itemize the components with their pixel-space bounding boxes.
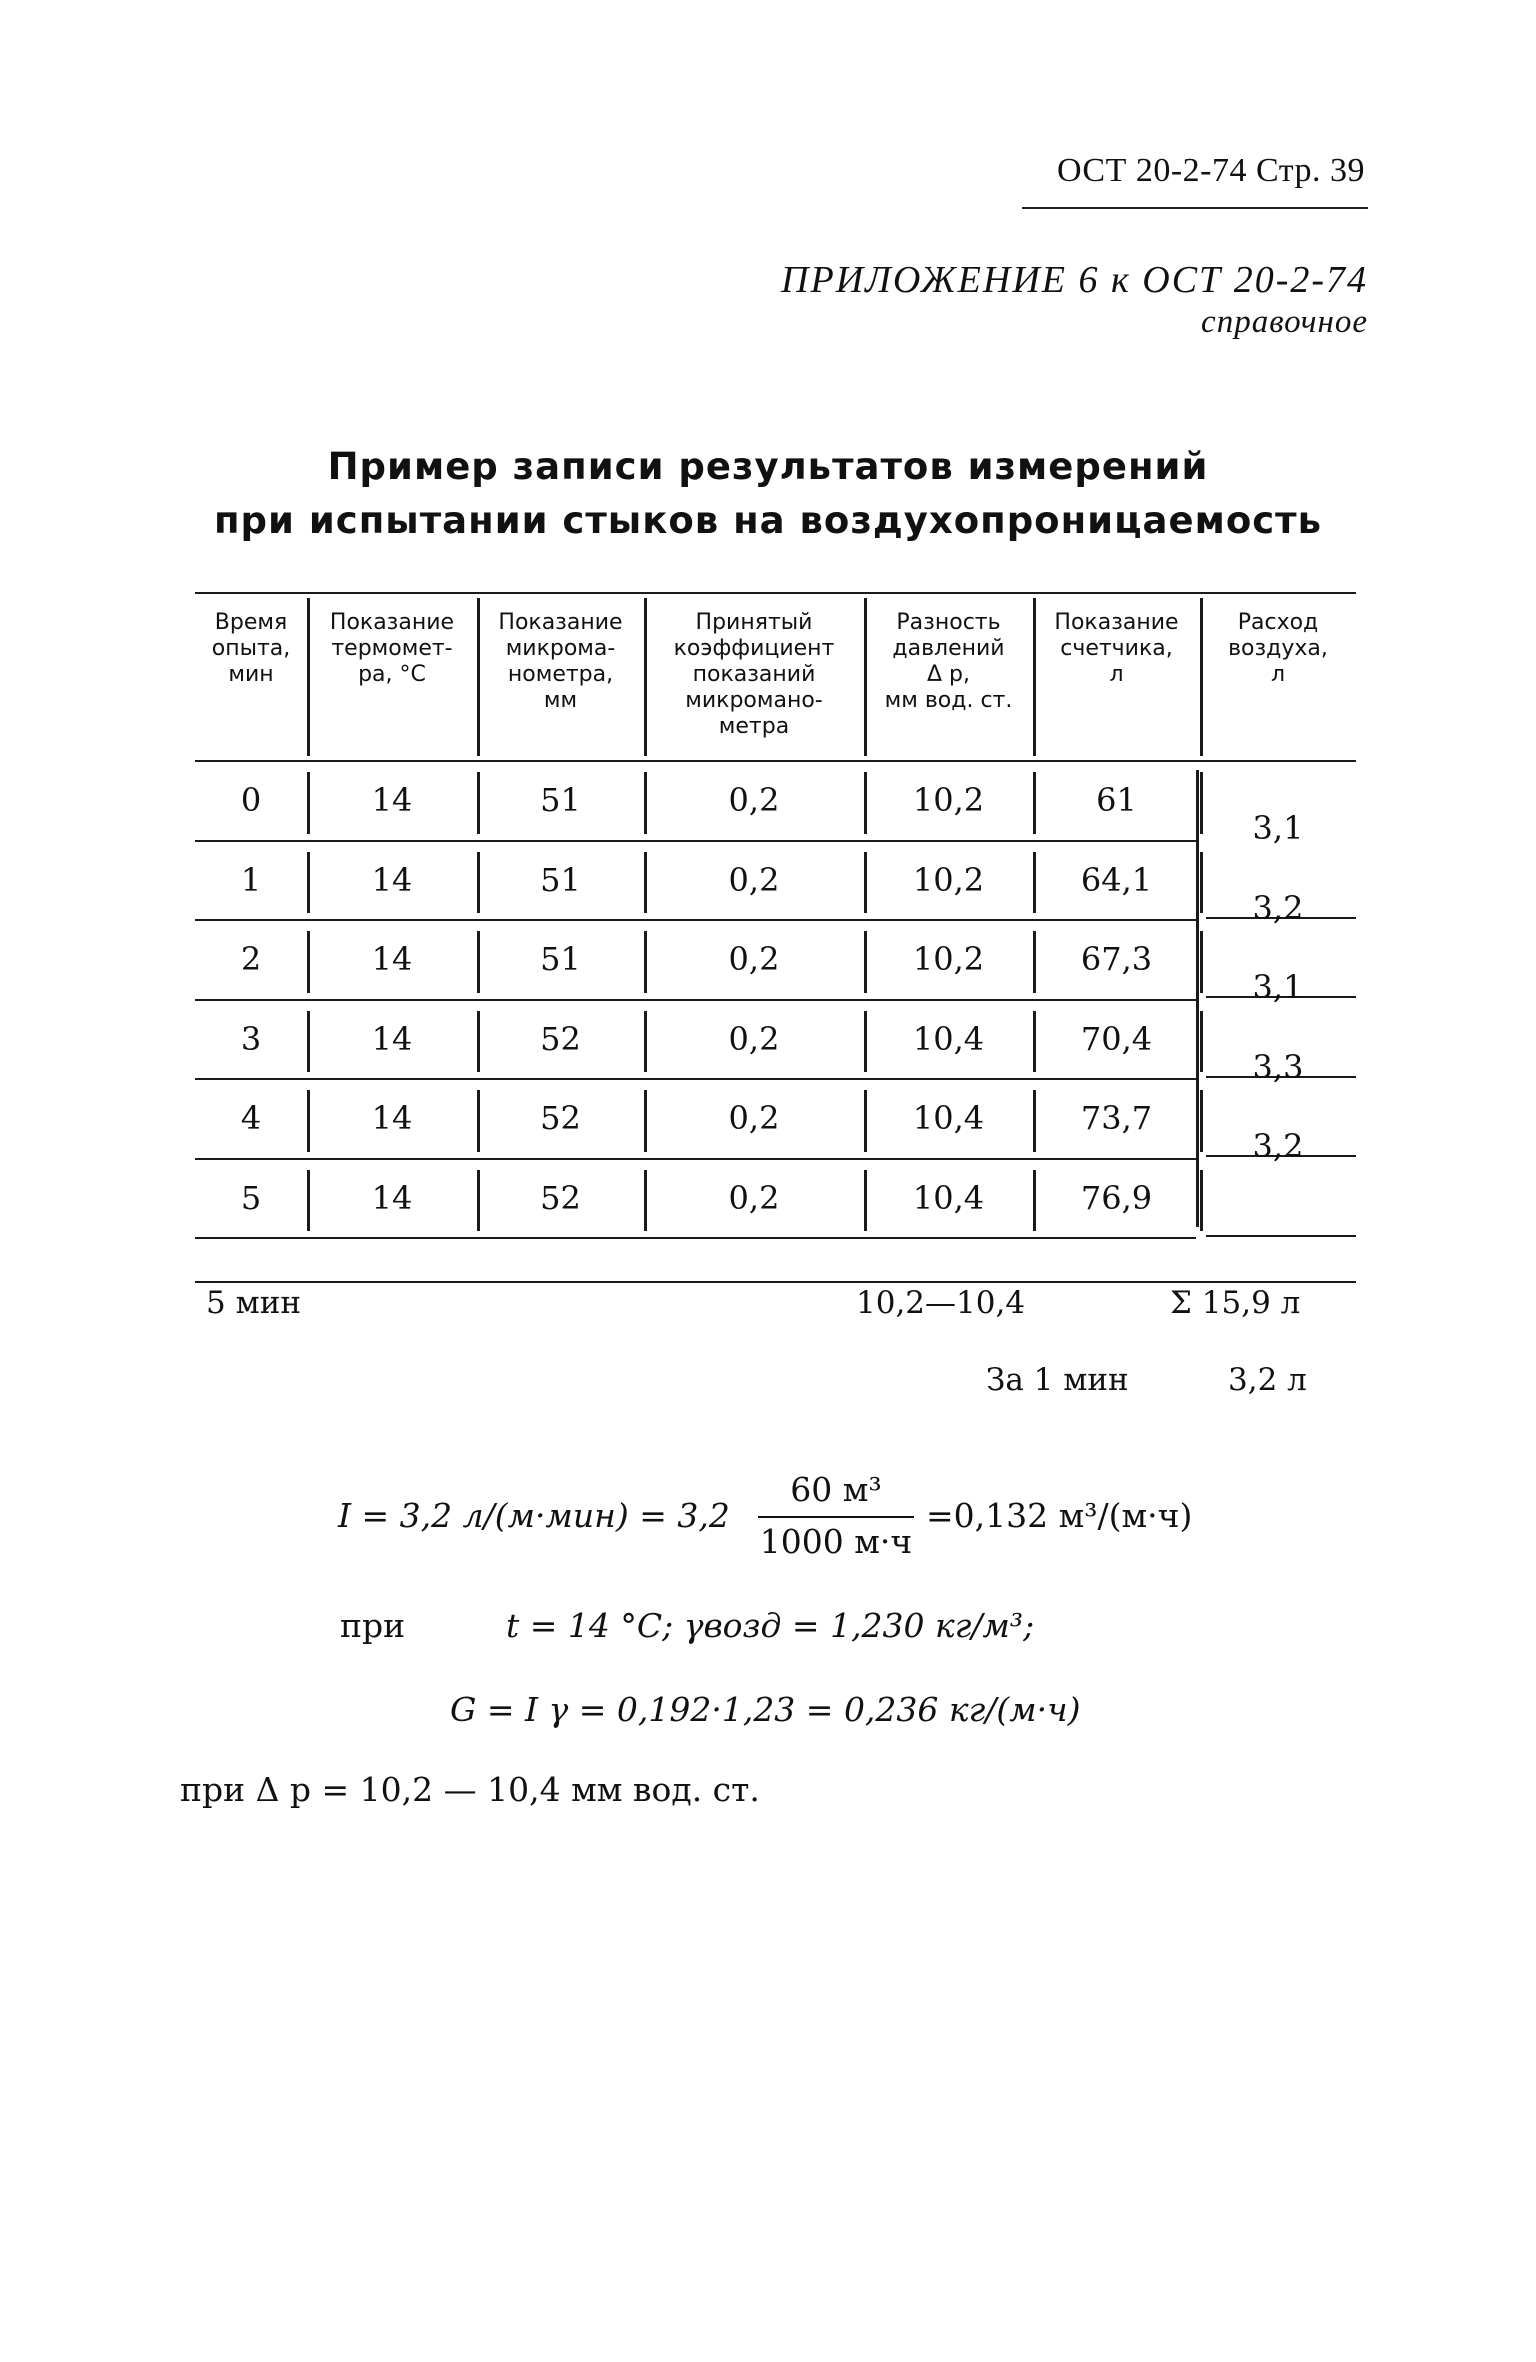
table-cell: 0,2 <box>728 860 780 899</box>
flow-cell: 3,2 <box>1252 888 1304 927</box>
table-cell: 10,2 <box>912 860 985 899</box>
table-cell: 14 <box>371 1099 413 1137</box>
title-line-2: при испытании стыков на воздухопроницаемость <box>213 499 1323 542</box>
cell-divider <box>1200 1170 1203 1232</box>
table-cell: 64,1 <box>1080 860 1153 899</box>
table-cell: 51 <box>540 940 581 978</box>
formula-3: G = I γ = 0,192·1,23 = 0,236 кг/(м·ч) <box>450 1690 1081 1729</box>
table-cell: 1 <box>240 860 262 899</box>
header-rule <box>1022 207 1368 209</box>
table-cell: 0 <box>240 781 262 819</box>
column-header: Разность давлений Δ p, мм вод. ст. <box>884 610 1013 713</box>
row-separator <box>195 999 1196 1001</box>
flow-separator <box>1206 1235 1356 1237</box>
table-cell: 14 <box>371 1019 413 1058</box>
formula-1-right: =0,132 м³/(м·ч) <box>926 1496 1193 1535</box>
flow-column-divider <box>1196 770 1199 1227</box>
table-cell: 10,4 <box>912 1099 985 1137</box>
table-end-rule <box>195 1281 1356 1283</box>
table-cell: 52 <box>540 1019 581 1058</box>
summary-per-min-value: 3,2 л <box>1228 1362 1307 1398</box>
table-top-border <box>195 592 1356 594</box>
table-cell: 14 <box>371 781 413 819</box>
table-bottom-border <box>195 1237 1196 1239</box>
table-cell: 14 <box>371 940 413 978</box>
table-cell: 14 <box>371 860 413 899</box>
table-cell: 10,2 <box>912 940 985 978</box>
flow-cell: 3,3 <box>1252 1047 1304 1086</box>
table-cell: 0,2 <box>728 781 780 819</box>
formula-2-body: t = 14 °С; γвозд = 1,230 кг/м³; <box>506 1606 1035 1645</box>
table-cell: 14 <box>371 1178 413 1217</box>
table-cell: 10,2 <box>912 781 985 819</box>
appendix-type: справочное <box>1201 304 1368 340</box>
flow-cell: 3,1 <box>1252 809 1304 847</box>
formula-2-prefix: при <box>340 1606 406 1645</box>
table-cell: 52 <box>540 1099 581 1137</box>
summary-pressure-range: 10,2—10,4 <box>856 1285 1026 1321</box>
row-separator <box>195 840 1196 842</box>
title-line-1: Пример записи результатов измерений <box>327 445 1209 488</box>
formula-1-denominator: 1000 м·ч <box>759 1522 913 1561</box>
column-header: Показание счетчика, л <box>1054 610 1179 687</box>
document-title <box>180 440 1356 548</box>
table-cell: 0,2 <box>728 1099 780 1137</box>
table-cell: 10,4 <box>912 1178 985 1217</box>
formula-4: при Δ p = 10,2 — 10,4 мм вод. ст. <box>180 1770 760 1809</box>
summary-total: Σ 15,9 л <box>1170 1285 1301 1321</box>
table-cell: 3 <box>240 1019 262 1058</box>
table-cell: 73,7 <box>1080 1099 1153 1137</box>
formula-1-numerator: 60 м³ <box>790 1470 882 1509</box>
appendix-label: ПРИЛОЖЕНИЕ 6 к ОСТ 20-2-74 <box>781 259 1368 301</box>
table-cell: 0,2 <box>728 1178 780 1217</box>
table-cell: 70,4 <box>1080 1019 1153 1058</box>
summary-duration: 5 мин <box>206 1285 302 1321</box>
row-separator <box>195 1158 1196 1160</box>
header-bottom-border <box>195 760 1356 762</box>
formula-1-left: I = 3,2 л/(м·мин) = 3,2 <box>338 1496 730 1535</box>
row-separator <box>195 919 1196 921</box>
table-cell: 67,3 <box>1080 940 1153 978</box>
column-header: Показание микрома- нометра, мм <box>498 610 623 713</box>
flow-cell: 3,2 <box>1252 1127 1304 1165</box>
column-header: Расход воздуха, л <box>1228 610 1328 687</box>
flow-cell: 3,1 <box>1252 968 1304 1006</box>
table-cell: 51 <box>540 860 581 899</box>
summary-per-min-label: За 1 мин <box>986 1362 1129 1398</box>
table-cell: 52 <box>540 1178 581 1217</box>
table-cell: 10,4 <box>912 1019 985 1058</box>
column-header: Показание термомет- ра, °С <box>329 610 455 687</box>
column-header: Принятый коэффициент показаний микромано- метра <box>673 610 835 739</box>
table-cell: 0,2 <box>728 1019 780 1058</box>
table-cell: 51 <box>540 781 581 819</box>
table-cell: 4 <box>240 1099 262 1137</box>
table-cell: 76,9 <box>1080 1178 1153 1217</box>
fraction-bar <box>758 1516 914 1518</box>
row-separator <box>195 1078 1196 1080</box>
page-reference: ОСТ 20-2-74 Стр. 39 <box>1056 152 1365 189</box>
table-cell: 5 <box>240 1178 262 1217</box>
table-cell: 2 <box>240 940 262 978</box>
column-header: Время опыта, мин <box>211 610 291 687</box>
table-cell: 61 <box>1096 781 1137 819</box>
table-cell: 0,2 <box>728 940 780 978</box>
